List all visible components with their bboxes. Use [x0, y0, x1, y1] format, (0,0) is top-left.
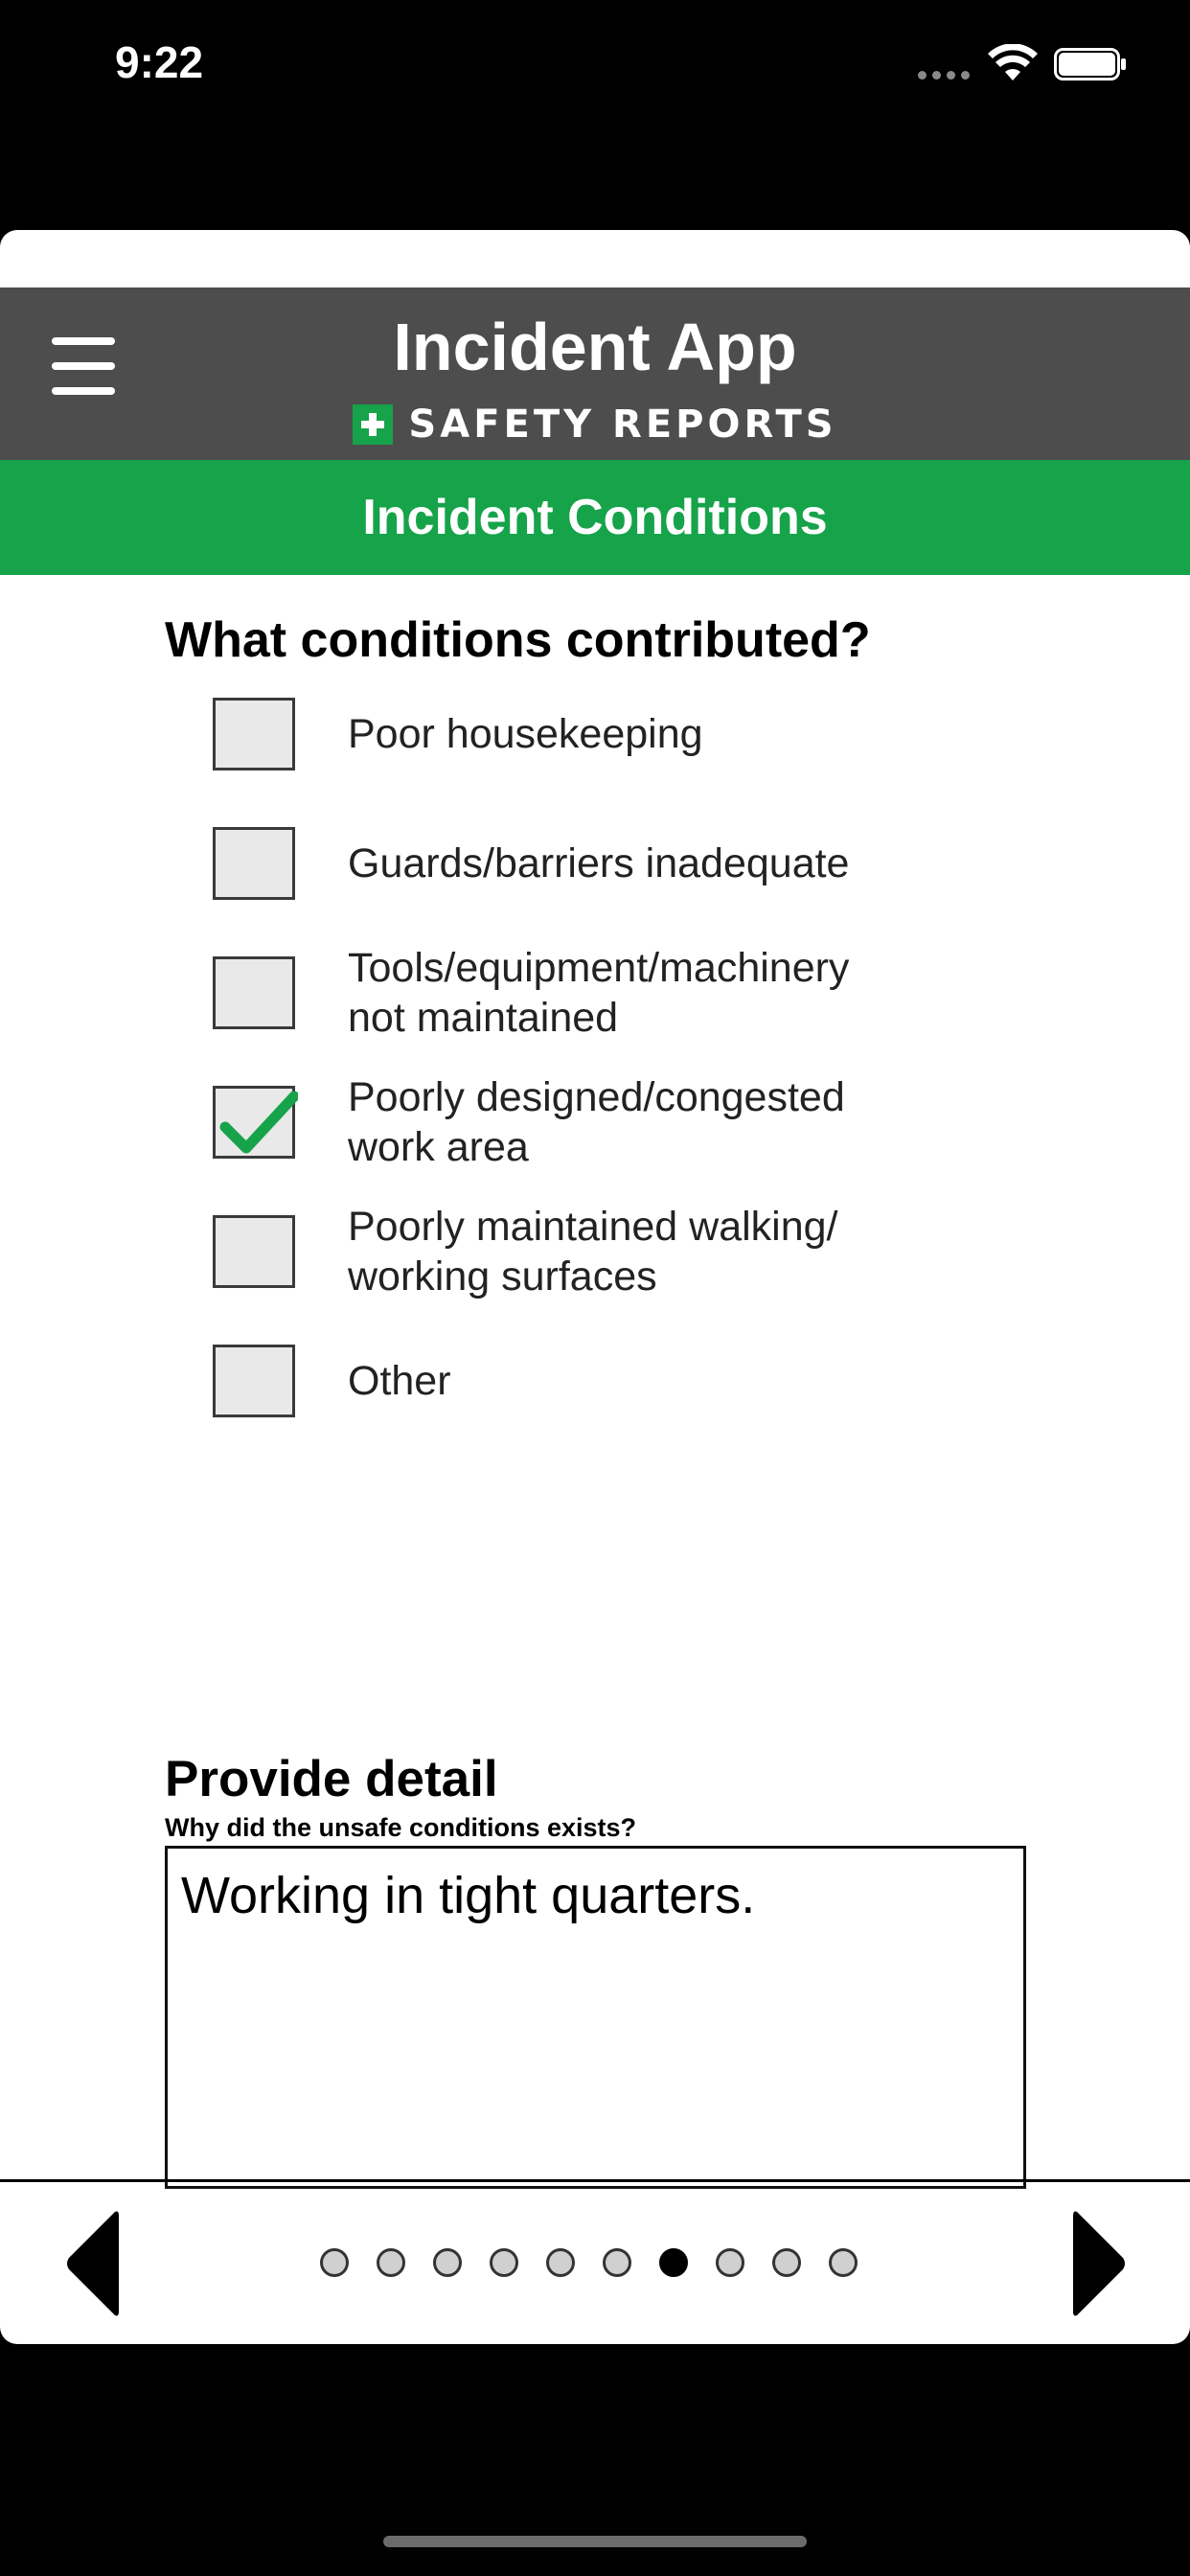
- brand-logo: [0, 402, 1190, 447]
- next-arrow-icon[interactable]: [1071, 2208, 1129, 2319]
- checkbox-label: Guards/barriers inadequate: [348, 840, 850, 886]
- page-dot-2[interactable]: [377, 2248, 405, 2277]
- checkbox[interactable]: [213, 1086, 295, 1159]
- nav-divider: [0, 2179, 1190, 2182]
- checkbox[interactable]: [213, 698, 295, 770]
- checkbox-item-tools-equipment[interactable]: [213, 945, 998, 1086]
- checkbox-label: Other: [348, 1358, 451, 1404]
- page-dot-10[interactable]: [829, 2248, 858, 2277]
- home-indicator[interactable]: [383, 2536, 807, 2547]
- conditions-checklist: [213, 698, 998, 1474]
- question-label: What conditions contributed?: [165, 612, 871, 668]
- detail-title: Provide detail: [165, 1751, 498, 1807]
- page-dot-4[interactable]: [490, 2248, 518, 2277]
- checkbox[interactable]: [213, 827, 295, 900]
- app-card: [0, 230, 1190, 2344]
- page-dot-3[interactable]: [433, 2248, 462, 2277]
- cellular-signal-icon: [918, 71, 970, 80]
- app-header: [0, 288, 1190, 460]
- detail-subtitle: Why did the unsafe conditions exists?: [165, 1813, 637, 1842]
- page-dot-6[interactable]: [603, 2248, 631, 2277]
- checkbox-item-walking-surfaces[interactable]: [213, 1204, 998, 1345]
- checkbox-label: Tools/equipment/machinery not maintained: [348, 945, 850, 1041]
- battery-icon: [1054, 48, 1127, 80]
- previous-arrow-icon[interactable]: [63, 2208, 121, 2319]
- page-indicator: [320, 2248, 858, 2277]
- page-dot-7[interactable]: [659, 2248, 688, 2277]
- checkbox-item-poor-housekeeping[interactable]: [213, 698, 998, 827]
- checkbox-item-guards-barriers[interactable]: [213, 827, 998, 956]
- section-bar: [0, 460, 1190, 575]
- checkbox-item-congested-work-area[interactable]: [213, 1074, 998, 1215]
- checkmark-icon: [217, 1087, 298, 1162]
- plus-icon: [353, 404, 393, 445]
- page-dot-9[interactable]: [772, 2248, 801, 2277]
- checkbox[interactable]: [213, 1345, 295, 1417]
- app-title: Incident App: [393, 310, 797, 384]
- checkbox[interactable]: [213, 956, 295, 1029]
- status-bar: [0, 0, 1190, 134]
- detail-textarea[interactable]: [165, 1846, 1026, 2189]
- checkbox-label: Poorly designed/congested work area: [348, 1074, 845, 1170]
- page-dot-8[interactable]: [716, 2248, 744, 2277]
- checkbox[interactable]: [213, 1215, 295, 1288]
- checkbox-label: Poor housekeeping: [348, 711, 703, 757]
- brand-text: SAFETY REPORTS: [408, 402, 837, 447]
- page-dot-5[interactable]: [546, 2248, 575, 2277]
- wifi-icon: [987, 44, 1039, 82]
- page-dot-1[interactable]: [320, 2248, 349, 2277]
- status-time: 9:22: [115, 37, 204, 87]
- section-title: Incident Conditions: [362, 490, 828, 545]
- checkbox-label: Poorly maintained walking/ working surfaces: [348, 1204, 838, 1300]
- checkbox-item-other[interactable]: [213, 1345, 998, 1474]
